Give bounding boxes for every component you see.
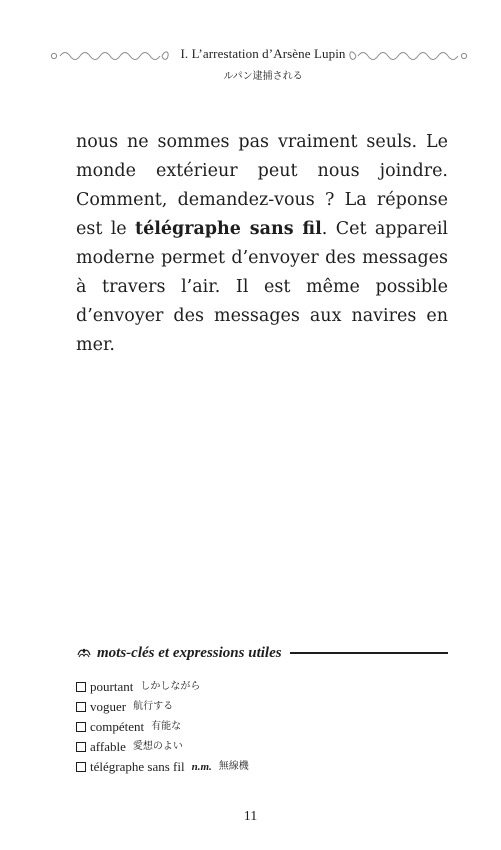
- list-item: [76, 757, 448, 777]
- keywords-rule: [290, 652, 448, 654]
- keyword-translation: 無線機: [218, 761, 249, 772]
- part-of-speech: n.m.: [191, 761, 212, 773]
- keyword-translation: 愛想のよい: [132, 741, 183, 752]
- keyword-term: télégraphe sans fil: [90, 759, 185, 774]
- keyword-term: pourtant: [90, 679, 134, 694]
- chapter-title: I. L’arrestation d’Arsène Lupin: [180, 46, 346, 61]
- page-number: 11: [243, 809, 258, 824]
- keywords-section-title: [76, 642, 448, 664]
- list-item: [76, 717, 448, 737]
- chapter-subtitle-japanese: ルパン逮捕される: [223, 71, 303, 82]
- keyword-translation: 航行する: [133, 701, 174, 712]
- checkbox[interactable]: [76, 762, 86, 772]
- keyword-list: [76, 677, 448, 777]
- right-wave-ornament: [348, 46, 468, 66]
- bold-term-telegraphe-sans-fil: télégraphe sans fil: [135, 219, 322, 239]
- list-item: [76, 697, 448, 717]
- keyword-translation: しかしながら: [140, 681, 201, 692]
- running-header: [0, 38, 501, 98]
- paragraph-text-part-2: . Cet appareil moderne permet d’envoyer des messages à travers l’air. Il est même possible d’envoyer des messages aux navires en mer.: [76, 219, 449, 355]
- left-wave-ornament: [50, 46, 170, 66]
- main-paragraph: [76, 128, 448, 360]
- keyword-term: affable: [90, 739, 126, 754]
- keywords-title-text: mots-clés et expressions utiles: [97, 644, 282, 661]
- keyword-term: compétent: [90, 719, 145, 734]
- checkbox[interactable]: [76, 742, 86, 752]
- fleuron-icon: [76, 647, 92, 659]
- checkbox[interactable]: [76, 682, 86, 692]
- checkbox[interactable]: [76, 722, 86, 732]
- keyword-translation: 有能な: [151, 721, 182, 732]
- checkbox[interactable]: [76, 702, 86, 712]
- list-item: [76, 677, 448, 697]
- list-item: [76, 737, 448, 757]
- paragraph-text-part-1: nous ne sommes pas vraiment seuls. Le monde extérieur peut nous joindre. Comment, demandez-vous ? La réponse est le: [76, 132, 448, 239]
- keyword-term: voguer: [90, 699, 127, 714]
- paragraph: [76, 128, 448, 360]
